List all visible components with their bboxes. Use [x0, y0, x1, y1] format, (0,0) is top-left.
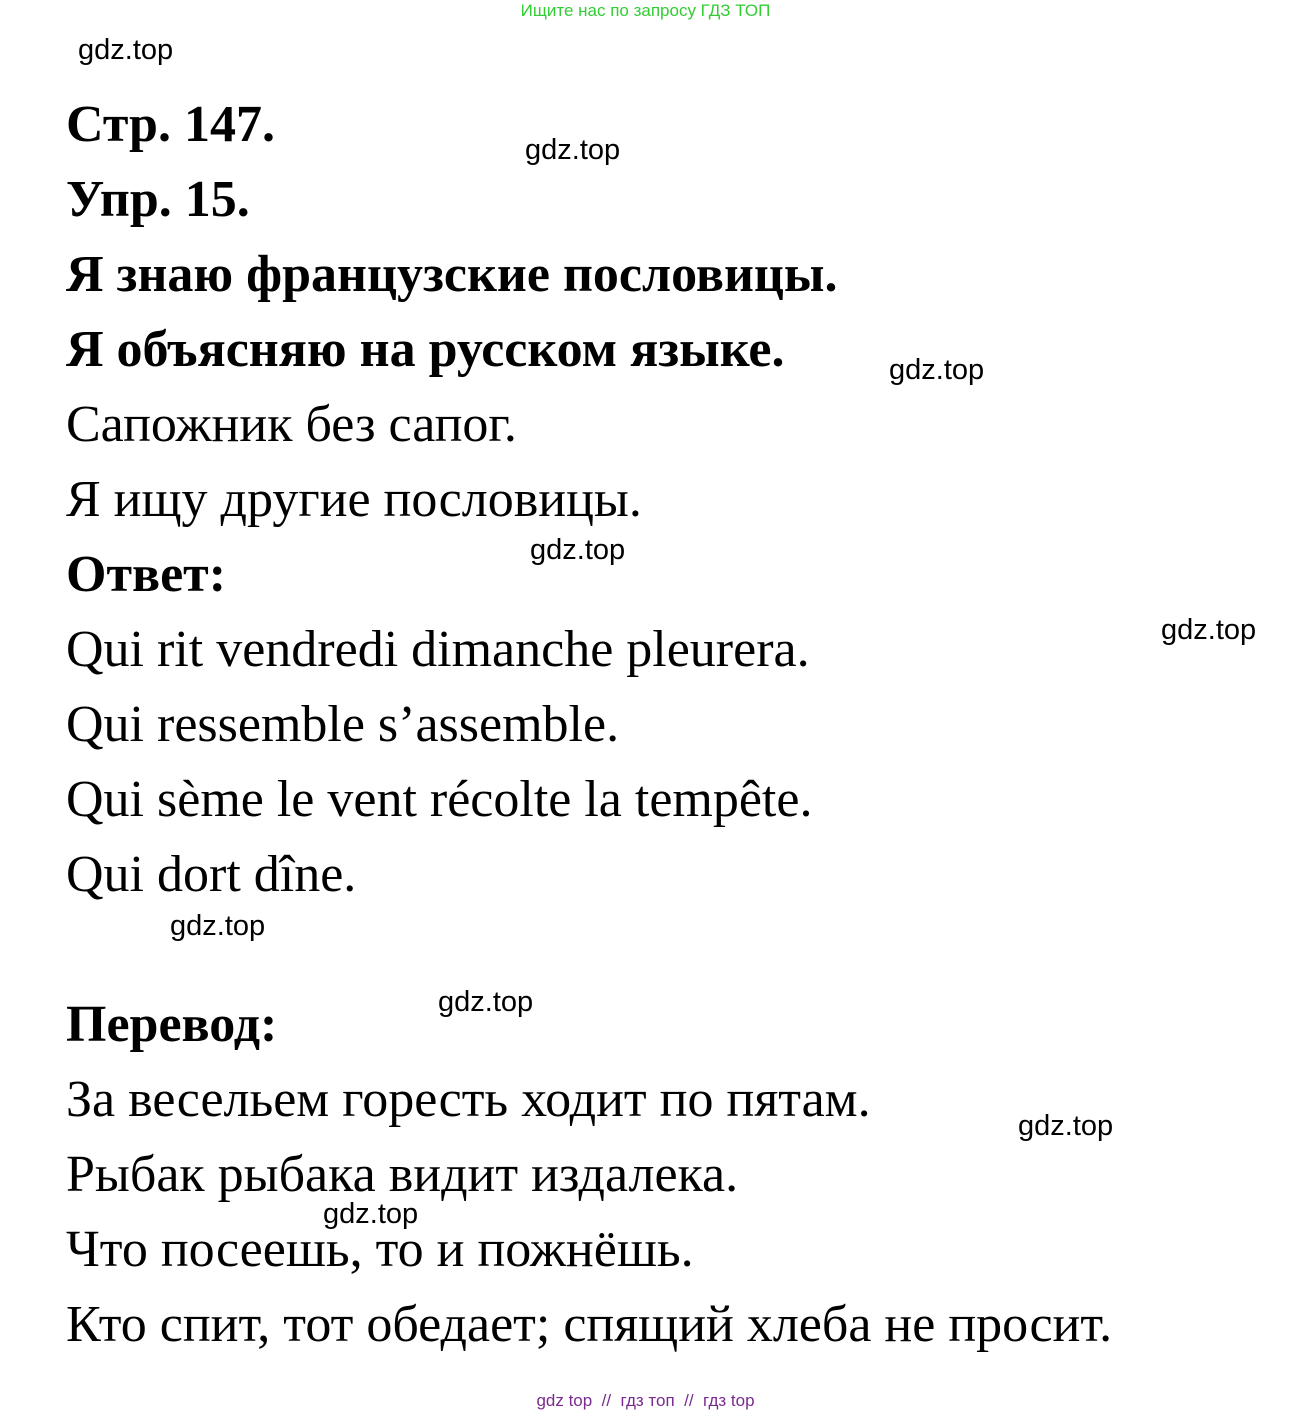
answer-proverb: Qui ressemble s’assemble.: [66, 696, 620, 753]
page-number-heading: Стр. 147.: [66, 96, 275, 153]
translation-line: Рыбак рыбака видит издалека.: [66, 1146, 739, 1203]
translation-line: За весельем горесть ходит по пятам.: [66, 1071, 871, 1128]
watermark: gdz.top: [1018, 1110, 1114, 1142]
translation-line: Что посеешь, то и пожнёшь.: [66, 1221, 694, 1278]
translation-line: Кто спит, тот обедает; спящий хлеба не просит.: [66, 1296, 1113, 1353]
answer-proverb: Qui sème le vent récolte la tempête.: [66, 771, 813, 828]
exercise-number-heading: Упр. 15.: [66, 171, 250, 228]
watermark: gdz.top: [889, 354, 985, 386]
task-line-4: Я ищу другие пословицы.: [66, 471, 642, 528]
watermark: gdz.top: [323, 1198, 419, 1230]
answer-proverb: Qui dort dîne.: [66, 846, 357, 903]
watermark: gdz.top: [530, 534, 626, 566]
answer-proverb: Qui rit vendredi dimanche pleurera.: [66, 621, 810, 678]
watermark: gdz.top: [1161, 614, 1257, 646]
translation-label: Перевод:: [66, 996, 278, 1053]
task-line-1: Я знаю французские пословицы.: [66, 246, 838, 303]
task-line-2: Я объясняю на русском языке.: [66, 321, 785, 378]
answer-label: Ответ:: [66, 546, 227, 603]
top-search-banner[interactable]: Ищите нас по запросу ГДЗ ТОП: [520, 1, 771, 20]
watermark: gdz.top: [525, 134, 621, 166]
task-line-3: Сапожник без сапог.: [66, 396, 517, 453]
watermark: gdz.top: [170, 910, 266, 942]
watermark: gdz.top: [78, 34, 174, 66]
watermark: gdz.top: [438, 986, 534, 1018]
footer-links[interactable]: gdz top // гдз топ // гдз top: [536, 1391, 755, 1410]
